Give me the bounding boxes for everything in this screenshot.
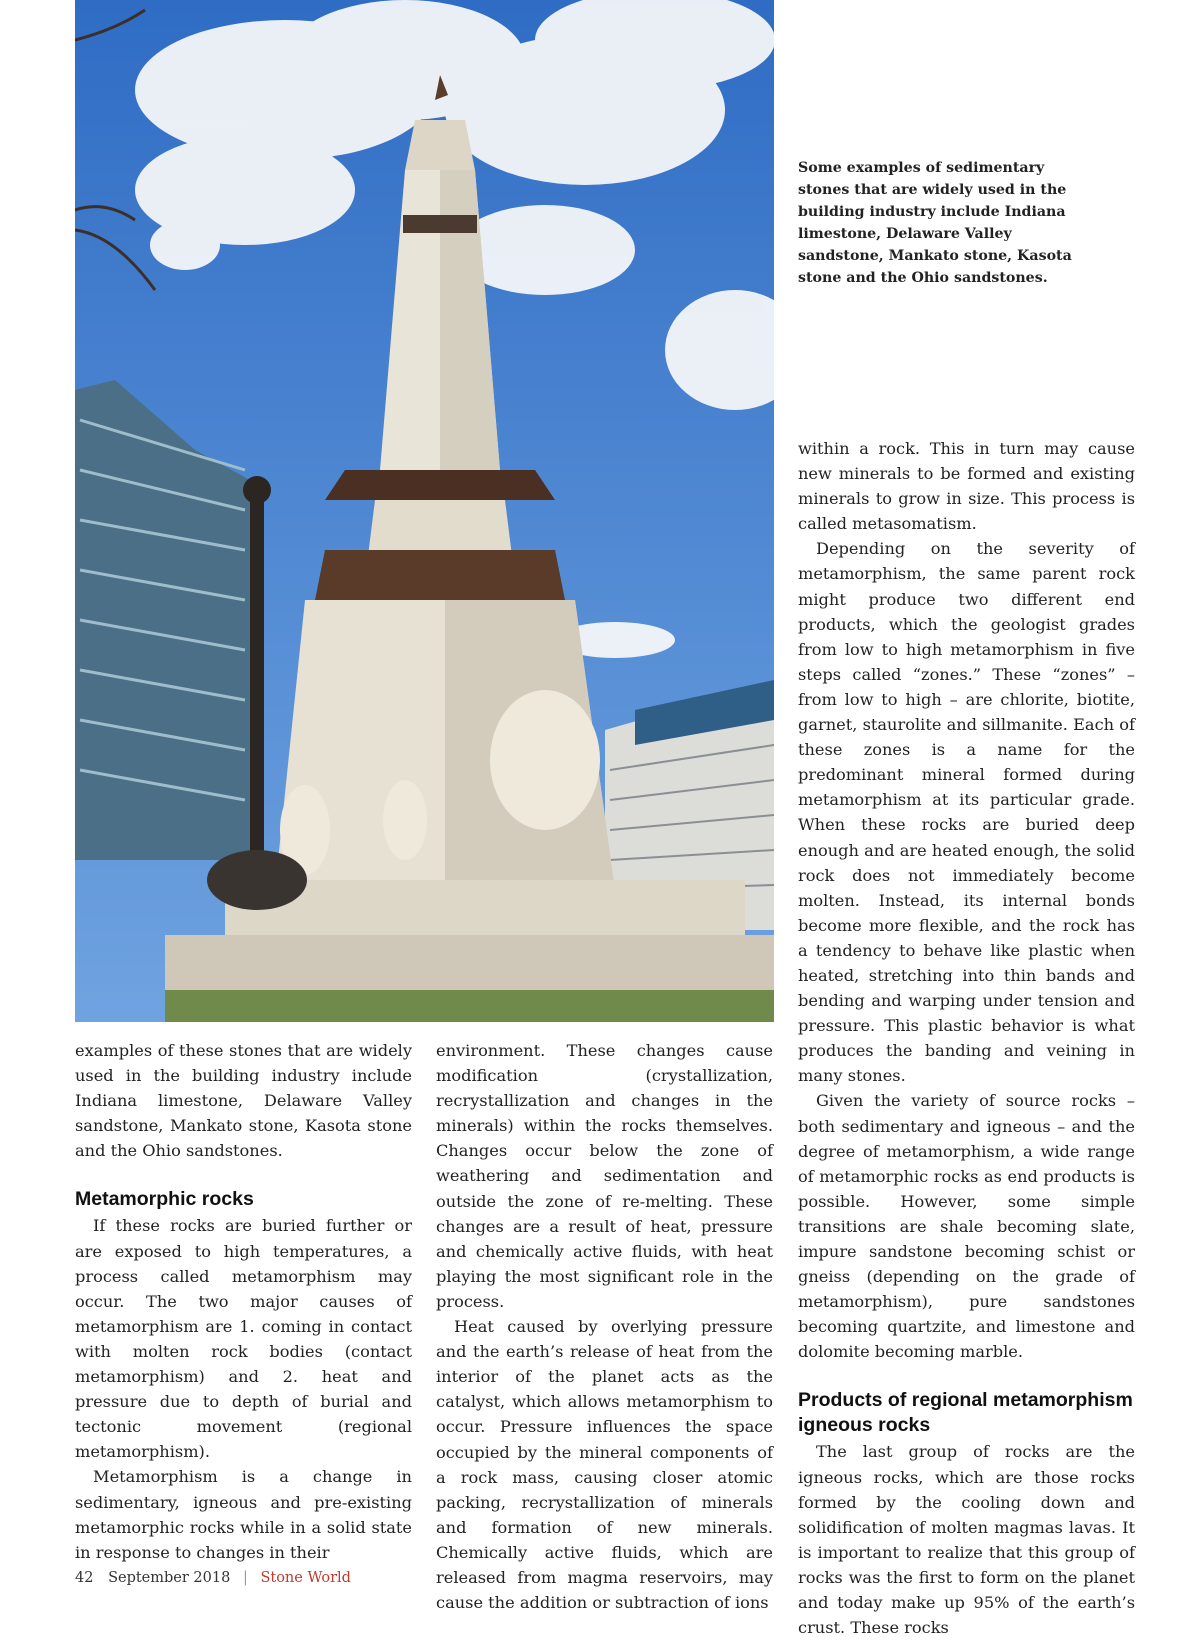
page-number: 42 xyxy=(75,1570,94,1586)
monument-photo xyxy=(75,0,774,1022)
section-heading-metamorphic-rocks: Metamorphic rocks xyxy=(75,1188,254,1211)
monument-illustration xyxy=(75,0,774,1022)
photo-caption: Some examples of sedimentary stones that are widely used in the building industry include Indiana limestone, Delaware Valley sandstone, Mankato stone, Kasota stone and the Ohio sandstones. xyxy=(798,160,1072,286)
column-1 xyxy=(75,1038,412,1565)
paragraph: Metamorphism is a change in sedimentary, igneous and pre-existing metamorphic rocks while in a solid state in response to changes in their xyxy=(75,1467,412,1562)
paragraph: environment. These changes cause modification (crystallization, recrystallization and changes in the minerals) within the rocks themselves. Changes occur below the zone of weathering and sedimentation and outside the zone of re-melting. These changes are a result of heat, pressure and chemically active fluids, with heat playing the most significant role in the process. xyxy=(436,1041,773,1311)
paragraph: within a rock. This in turn may cause new minerals to be formed and existing minerals to grow in size. This process is called metasomatism. xyxy=(798,439,1135,534)
column-3 xyxy=(798,436,1135,1640)
paragraph: Heat caused by overlying pressure and the earth’s release of heat from the interior of the planet acts as the catalyst, which allows metamorphism to occur. Pressure influences the space occupied by the mineral components of a rock mass, causing closer atomic packing, recrystallization of minerals and formation of new minerals. Chemically active fluids, which are released from magma reservoirs, may cause the addition or subtraction of ions xyxy=(436,1317,773,1613)
magazine-name: Stone World xyxy=(260,1570,351,1586)
paragraph: examples of these stones that are widely used in the building industry include Indiana limestone, Delaware Valley sandstone, Mankato stone, Kasota stone and the Ohio sandstones. xyxy=(75,1041,412,1161)
footer-separator: | xyxy=(242,1570,248,1586)
paragraph: The last group of rocks are the igneous rocks, which are those rocks formed by the cooling down and solidification of molten magmas lavas. It is important to realize that this group of rocks was the first to form on the planet and today make up 95% of the earth’s crust. These rocks xyxy=(798,1442,1135,1638)
column-2 xyxy=(436,1038,773,1615)
page-footer xyxy=(75,1570,351,1586)
paragraph: Given the variety of source rocks – both sedimentary and igneous – and the degree of metamorphism, a wide range of metamorphic rocks as end products is possible. However, some simple transitions are shale becoming slate, impure sandstone becoming schist or gneiss (depending on the grade of metamorphism), pure sandstones becoming quartzite, and limestone and dolomite becoming marble. xyxy=(798,1091,1135,1362)
section-heading-igneous-rocks: Products of regional metamorphism igneous rocks xyxy=(798,1389,1133,1437)
issue-date: September 2018 xyxy=(108,1570,231,1586)
paragraph: If these rocks are buried further or are exposed to high temperatures, a process called metamorphism may occur. The two major causes of metamorphism are 1. coming in contact with molten rock bodies (contact metamorphism) and 2. heat and pressure due to depth of burial and tectonic movement (regional metamorphism). xyxy=(75,1216,412,1462)
paragraph: Depending on the severity of metamorphism, the same parent rock might produce two different end products, which the geologist grades from low to high metamorphism in five steps called “zones.” These “zones” – from low to high – are chlorite, biotite, garnet, staurolite and sillmanite. Each of these zones is a name for the predominant mineral formed during metamorphism at its particular grade. When these rocks are buried deep enough and are heated enough, the solid rock does not immediately become molten. Instead, its internal bonds become more flexible, and the rock has a tendency to behave like plastic when heated, stretching into thin bands and bending and warping under tension and pressure. This plastic behavior is what produces the banding and veining in many stones. xyxy=(798,539,1135,1086)
